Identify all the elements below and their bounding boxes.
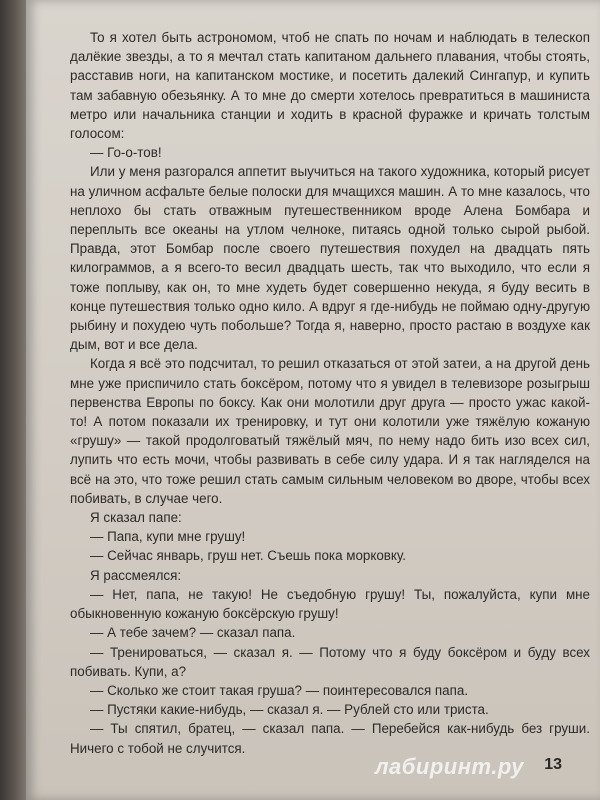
book-page bbox=[26, 0, 600, 800]
paragraph: — Тренироваться, — сказал я. — Потому что я буду боксёром и буду всех побивать. Купи, а? bbox=[70, 644, 590, 679]
paragraph: — Го-о-тов! bbox=[90, 145, 162, 161]
paragraph: Я сказал папе: bbox=[90, 510, 182, 526]
paragraph: Когда я всё это подсчитал, то решил отказаться от этой затеи, а на другой день мне уже приспичило стать боксёром, потому что я увидел в телевизоре розыгрыш первенства Европы по боксу. Как они молотили друг друга — просто ужас какой-то! А потом показали их тренировку, и тут они колотили уже тяжёлую кожаную «грушу» — такой продолговатый тяжёлый мяч, по нему надо бить изо всех сил, лупить что есть мочи, чтобы развивать в себе силу удара. И я так нагляделся на всё на это, что тоже решил стать самым сильным человеком во дворе, чтобы всех побивать, в случае чего. bbox=[70, 356, 590, 506]
paragraph: — Ты спятил, братец, — сказал папа. — Перебейся как-нибудь без груши. Ничего с тобой не случится. bbox=[70, 721, 590, 756]
paragraph: Я рассмеялся: bbox=[90, 567, 182, 583]
watermark-logo: лабиринт.ру bbox=[374, 754, 524, 779]
paragraph: — Сколько же стоит такая груша? — поинтересовался папа. bbox=[90, 682, 469, 698]
paragraph: Или у меня разгорался аппетит выучиться на такого художника, который рисует на уличном асфальте белые полоски для мчащихся машин. А то мне казалось, что неплохо бы стать отважным путешественником вроде Алена Бомбара и переплыть все океаны на утлом челноке, питаясь одной только сырой рыбой. Правда, этот Бомбар после своего путешествия похудел на двадцать пять килограммов, а я всего-то весил двадцать шесть, так что выходило, что если я тоже поплыву, как он, то мне худеть будет совершенно некуда, я буду весить в конце путешествия только одно кило. А вдруг я где-нибудь не поймаю одну-другую рыбину и похудею чуть побольше? Тогда я, наверно, просто растаю в воздухе как дым, вот и все дела. bbox=[70, 164, 590, 353]
page-number: 13 bbox=[544, 756, 562, 773]
paragraph: — Нет, папа, не такую! Не съедобную грушу! Ты, пожалуйста, купи мне обыкновенную кожаную боксёрскую грушу! bbox=[70, 586, 590, 622]
paragraph: — А тебе зачем? — сказал папа. bbox=[90, 625, 296, 641]
paragraph: — Папа, купи мне грушу! bbox=[90, 529, 246, 545]
paragraph: То я хотел быть астрономом, чтоб не спать по ночам и наблюдать в телескоп далёкие звезды, а то я мечтал стать капитаном дальнего плавания, чтобы стоять, расставив ноги, на капитанском мостике, и посетить далекий Сингапур, и купить там забавную обезьянку. А то мне до смерти хотелось превратиться в машиниста метро или начальника станции и ходить в красной фуражке и кричать толстым голосом: bbox=[70, 30, 590, 142]
page-text bbox=[70, 28, 590, 758]
paragraph: — Сейчас январь, груш нет. Съешь пока морковку. bbox=[90, 548, 406, 564]
paragraph: — Пустяки какие-нибудь, — сказал я. — Рублей сто или триста. bbox=[90, 702, 489, 718]
